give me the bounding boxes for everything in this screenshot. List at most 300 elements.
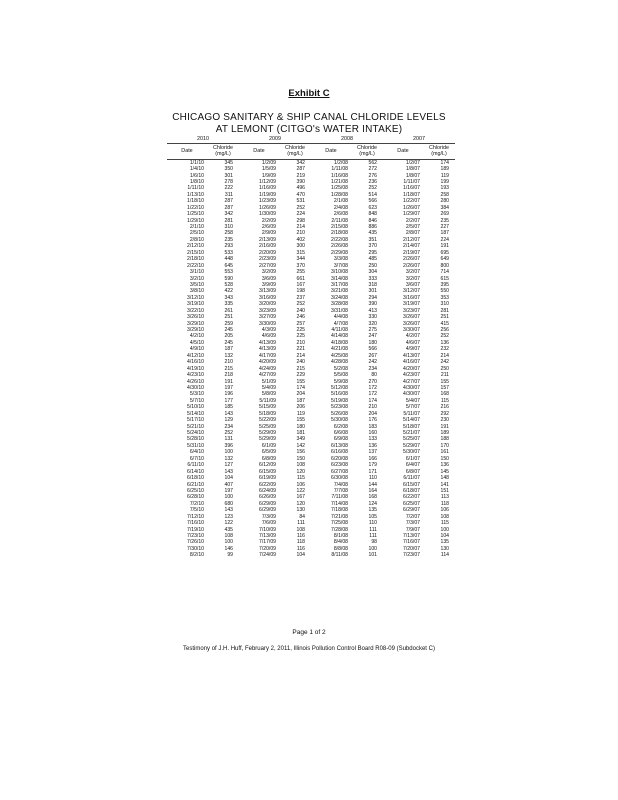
chloride-cell: 151 [440, 487, 449, 494]
chloride-cell: 205 [224, 333, 233, 340]
date-cell: 1/2/09 [261, 159, 276, 166]
date-cell: 5/12/08 [331, 384, 348, 391]
date-cell: 3/23/09 [259, 307, 276, 314]
chloride-cell: 168 [440, 391, 449, 398]
date-cell: 4/30/07 [403, 391, 420, 398]
chloride-cell: 150 [440, 455, 449, 462]
year-header-row [167, 136, 455, 144]
date-cell: 7/16/10 [187, 520, 204, 527]
chloride-cell: 155 [296, 378, 305, 385]
chloride-cell: 123 [224, 513, 233, 520]
chloride-cell: 118 [440, 500, 449, 507]
date-cell: 1/2/08 [333, 159, 348, 166]
date-cell: 1/4/10 [189, 166, 204, 173]
date-cell: 5/21/07 [403, 430, 420, 437]
date-cell: 6/20/08 [331, 455, 348, 462]
chloride-cell: 225 [296, 327, 305, 334]
chloride-cell: 168 [368, 494, 377, 501]
date-cell: 6/29/09 [259, 500, 276, 507]
date-cell: 7/16/07 [403, 539, 420, 546]
date-cell: 6/15/07 [403, 481, 420, 488]
date-cell: 3/9/09 [261, 281, 276, 288]
date-cell: 6/5/09 [261, 449, 276, 456]
chloride-cell: 137 [368, 449, 377, 456]
date-cell: 1/23/09 [259, 198, 276, 205]
chloride-cell: 435 [224, 526, 233, 533]
date-cell: 6/26/09 [259, 494, 276, 501]
chloride-cell: 135 [368, 507, 377, 514]
date-cell: 1/22/10 [187, 204, 204, 211]
date-cell: 3/5/10 [189, 281, 204, 288]
date-cell: 2/2/07 [405, 217, 420, 224]
chloride-cell: 119 [440, 172, 449, 179]
date-cell: 6/14/10 [187, 468, 204, 475]
date-cell: 3/23/07 [403, 307, 420, 314]
date-cell: 3/2/07 [405, 275, 420, 282]
date-cell: 5/18/07 [403, 423, 420, 430]
date-cell: 2/8/10 [189, 236, 204, 243]
chloride-cell: 252 [296, 204, 305, 211]
date-cell: 5/25/07 [403, 436, 420, 443]
chloride-cell: 514 [368, 191, 377, 198]
chloride-cell: 119 [296, 410, 305, 417]
date-cell: 2/1/08 [333, 198, 348, 205]
chloride-cell: 215 [296, 365, 305, 372]
date-cell: 4/13/09 [259, 339, 276, 346]
date-cell: 7/26/10 [187, 539, 204, 546]
chloride-cell: 130 [296, 507, 305, 514]
date-cell: 4/18/08 [331, 339, 348, 346]
chloride-cell: 221 [296, 346, 305, 353]
chloride-cell: 204 [296, 391, 305, 398]
unit-label: (mg/L) [215, 150, 231, 157]
date-cell: 6/24/09 [259, 487, 276, 494]
date-cell: 6/6/08 [333, 430, 348, 437]
date-cell: 5/17/10 [187, 417, 204, 424]
chloride-cell: 131 [224, 436, 233, 443]
date-cell: 1/11/08 [331, 166, 348, 173]
chloride-cell: 118 [296, 539, 305, 546]
chloride-cell: 342 [296, 159, 305, 166]
date-cell: 5/4/09 [261, 384, 276, 391]
chloride-cell: 335 [224, 301, 233, 308]
chloride-label: Chloride [356, 145, 378, 152]
chloride-cell: 141 [440, 481, 449, 488]
date-cell: 1/11/10 [187, 185, 204, 192]
date-cell: 3/19/10 [187, 301, 204, 308]
date-cell: 1/22/07 [403, 198, 420, 205]
date-cell: 6/25/10 [187, 487, 204, 494]
chloride-cell: 301 [368, 288, 377, 295]
chloride-cell: 210 [296, 339, 305, 346]
date-column-header: Date [167, 144, 207, 160]
chloride-cell: 886 [368, 224, 377, 231]
date-cell: 3/20/09 [259, 301, 276, 308]
date-cell: 4/5/10 [189, 339, 204, 346]
date-cell: 8/4/08 [333, 539, 348, 546]
chloride-cell: 267 [368, 352, 377, 359]
date-cell: 6/4/10 [189, 449, 204, 456]
date-cell: 4/2/10 [189, 333, 204, 340]
chloride-cell: 180 [296, 423, 305, 430]
date-cell: 6/22/09 [259, 481, 276, 488]
date-cell: 5/26/08 [331, 410, 348, 417]
date-cell: 5/11/07 [403, 410, 420, 417]
date-cell: 2/16/09 [259, 243, 276, 250]
date-cell: 6/8/07 [405, 468, 420, 475]
chloride-cell: 229 [296, 372, 305, 379]
date-cell: 3/6/07 [405, 281, 420, 288]
date-cell: 1/29/10 [187, 217, 204, 224]
chloride-cell: 204 [368, 410, 377, 417]
date-cell: 4/27/09 [259, 372, 276, 379]
date-cell: 1/8/07 [405, 172, 420, 179]
chloride-cell: 234 [224, 423, 233, 430]
chloride-cell: 189 [440, 430, 449, 437]
date-cell: 8/11/08 [331, 552, 348, 559]
date-cell: 4/27/07 [403, 378, 420, 385]
chloride-cell: 227 [440, 224, 449, 231]
chloride-cell: 120 [296, 468, 305, 475]
chloride-cell: 343 [224, 294, 233, 301]
chloride-cell: 188 [440, 436, 449, 443]
chloride-cell: 800 [440, 262, 449, 269]
date-cell: 8/1/08 [333, 533, 348, 540]
chloride-cell: 110 [368, 520, 377, 527]
chloride-cell: 257 [296, 320, 305, 327]
date-cell: 5/21/10 [187, 423, 204, 430]
date-cell: 1/26/09 [259, 204, 276, 211]
date-cell: 4/30/07 [403, 384, 420, 391]
chloride-cell: 251 [440, 314, 449, 321]
date-cell: 5/29/07 [403, 442, 420, 449]
chloride-cell: 116 [296, 533, 305, 540]
chloride-cell: 164 [368, 487, 377, 494]
date-cell: 7/20/09 [259, 545, 276, 552]
chloride-cell: 396 [224, 442, 233, 449]
chloride-cell: 167 [296, 281, 305, 288]
chloride-cell: 80 [371, 372, 377, 379]
date-cell: 5/15/09 [259, 404, 276, 411]
chloride-cell: 237 [296, 294, 305, 301]
date-cell: 4/9/10 [189, 346, 204, 353]
date-cell: 5/3/10 [189, 391, 204, 398]
date-cell: 3/19/07 [403, 301, 420, 308]
chloride-cell: 390 [296, 178, 305, 185]
date-cell: 2/14/07 [403, 243, 420, 250]
chloride-cell: 170 [440, 442, 449, 449]
date-cell: 3/29/10 [187, 327, 204, 334]
date-cell: 6/8/09 [261, 455, 276, 462]
chloride-cell: 350 [224, 166, 233, 173]
date-cell: 4/3/09 [261, 327, 276, 334]
chloride-cell: 258 [440, 191, 449, 198]
date-cell: 7/17/09 [259, 539, 276, 546]
chloride-cell: 179 [368, 462, 377, 469]
date-cell: 7/13/09 [259, 533, 276, 540]
chloride-cell: 135 [440, 539, 449, 546]
chloride-cell: 533 [224, 249, 233, 256]
date-cell: 7/28/08 [331, 526, 348, 533]
chloride-cell: 142 [296, 442, 305, 449]
date-cell: 6/23/08 [331, 462, 348, 469]
date-cell: 7/13/07 [403, 533, 420, 540]
date-cell: 2/4/08 [333, 204, 348, 211]
date-cell: 6/4/07 [405, 462, 420, 469]
chloride-cell: 311 [224, 191, 233, 198]
date-cell: 6/30/08 [331, 475, 348, 482]
date-cell: 4/9/07 [405, 346, 420, 353]
chloride-cell: 661 [296, 275, 305, 282]
chloride-cell: 251 [224, 314, 233, 321]
date-cell: 2/27/09 [259, 262, 276, 269]
date-cell: 5/10/10 [187, 404, 204, 411]
date-cell: 3/2/10 [189, 275, 204, 282]
date-cell: 2/6/09 [261, 224, 276, 231]
chloride-cell: 320 [368, 320, 377, 327]
chloride-cell: 232 [440, 346, 449, 353]
chloride-cell: 252 [440, 333, 449, 340]
chloride-cell: 98 [371, 539, 377, 546]
date-cell: 6/12/09 [259, 462, 276, 469]
date-cell: 1/29/07 [403, 211, 420, 218]
date-cell: 2/23/09 [259, 256, 276, 263]
chloride-cell: 259 [224, 320, 233, 327]
date-cell: 3/21/08 [331, 288, 348, 295]
date-cell: 3/31/08 [331, 307, 348, 314]
date-cell: 5/29/09 [259, 436, 276, 443]
chloride-cell: 470 [296, 191, 305, 198]
date-cell: 6/18/07 [403, 487, 420, 494]
chloride-cell: 104 [440, 533, 449, 540]
chloride-cell: 177 [224, 397, 233, 404]
chloride-cell: 106 [440, 507, 449, 514]
chloride-cell: 298 [296, 217, 305, 224]
chloride-cell: 143 [224, 468, 233, 475]
date-cell: 2/15/10 [187, 249, 204, 256]
date-cell: 6/22/07 [403, 494, 420, 501]
chloride-cell: 300 [296, 243, 305, 250]
chloride-cell: 448 [224, 256, 233, 263]
date-cell: 7/5/10 [189, 507, 204, 514]
chloride-cell: 146 [224, 545, 233, 552]
chloride-cell: 645 [224, 262, 233, 269]
date-cell: 5/28/10 [187, 436, 204, 443]
date-cell: 3/2/07 [405, 269, 420, 276]
date-cell: 3/27/09 [259, 314, 276, 321]
date-cell: 6/29/09 [259, 507, 276, 514]
date-cell: 7/19/10 [187, 526, 204, 533]
year-header: 2007 [383, 136, 455, 144]
chloride-cell: 176 [368, 417, 377, 424]
chloride-cell: 695 [440, 249, 449, 256]
chloride-cell: 104 [296, 552, 305, 559]
chloride-cell: 407 [224, 481, 233, 488]
date-cell: 5/14/07 [403, 417, 420, 424]
date-cell: 4/6/07 [405, 339, 420, 346]
chloride-cell: 550 [440, 288, 449, 295]
chloride-cell: 590 [224, 275, 233, 282]
chloride-cell: 106 [296, 481, 305, 488]
date-cell: 8/2/10 [189, 552, 204, 559]
chloride-cell: 199 [440, 178, 449, 185]
footer-citation: Testimony of J.H. Huff, February 2, 2011, Illinois Pollution Control Board R08-09 (Subdocket C) [183, 646, 435, 652]
chloride-cell: 197 [224, 487, 233, 494]
chloride-cell: 171 [368, 468, 377, 475]
chloride-column-header [351, 144, 383, 160]
chloride-cell: 187 [440, 230, 449, 237]
date-cell: 6/25/07 [403, 500, 420, 507]
chloride-cell: 115 [440, 520, 449, 527]
column-header-row [167, 144, 455, 160]
chloride-cell: 196 [224, 391, 233, 398]
chloride-cell: 145 [440, 468, 449, 475]
date-cell: 6/18/10 [187, 475, 204, 482]
chloride-cell: 174 [368, 397, 377, 404]
exhibit-label: Exhibit C [288, 88, 330, 99]
chloride-cell: 714 [440, 269, 449, 276]
date-cell: 5/1/09 [261, 378, 276, 385]
chloride-cell: 330 [368, 314, 377, 321]
chloride-cell: 304 [368, 269, 377, 276]
chloride-cell: 258 [224, 230, 233, 237]
chloride-cell: 187 [296, 397, 305, 404]
table-body [167, 160, 455, 560]
chloride-cell: 100 [224, 539, 233, 546]
date-cell: 2/13/09 [259, 236, 276, 243]
chloride-cell: 143 [224, 410, 233, 417]
chloride-cell: 224 [440, 236, 449, 243]
date-cell: 7/30/10 [187, 545, 204, 552]
chloride-cell: 649 [440, 256, 449, 263]
date-cell: 3/29/10 [187, 320, 204, 327]
date-cell: 5/30/07 [403, 449, 420, 456]
chloride-cell: 566 [368, 198, 377, 205]
date-cell: 2/5/10 [189, 230, 204, 237]
chloride-cell: 318 [368, 281, 377, 288]
chloride-cell: 255 [296, 269, 305, 276]
date-cell: 7/10/09 [259, 526, 276, 533]
chloride-cell: 110 [368, 475, 377, 482]
date-cell: 1/21/08 [331, 178, 348, 185]
chloride-cell: 105 [368, 513, 377, 520]
chloride-cell: 108 [224, 533, 233, 540]
chloride-cell: 143 [224, 507, 233, 514]
chloride-column-header [423, 144, 455, 160]
chloride-cell: 84 [299, 513, 305, 520]
date-cell: 2/2/09 [261, 217, 276, 224]
chloride-cell: 281 [224, 217, 233, 224]
date-cell: 1/25/10 [187, 211, 204, 218]
date-cell: 1/30/09 [259, 211, 276, 218]
chloride-cell: 136 [368, 442, 377, 449]
chloride-cell: 197 [224, 384, 233, 391]
date-cell: 5/11/09 [259, 397, 276, 404]
chloride-cell: 242 [368, 359, 377, 366]
date-cell: 6/16/08 [331, 449, 348, 456]
date-cell: 7/2/10 [189, 500, 204, 507]
chloride-cell: 167 [296, 494, 305, 501]
date-cell: 7/20/07 [403, 545, 420, 552]
date-cell: 3/10/08 [331, 269, 348, 276]
date-cell: 1/16/07 [403, 185, 420, 192]
chloride-cell: 155 [296, 417, 305, 424]
chloride-cell: 148 [440, 475, 449, 482]
chloride-cell: 127 [224, 462, 233, 469]
date-cell: 2/22/08 [331, 236, 348, 243]
chloride-cell: 214 [440, 352, 449, 359]
chloride-cell: 281 [440, 307, 449, 314]
chloride-cell: 287 [224, 198, 233, 205]
date-cell: 6/2/08 [333, 423, 348, 430]
date-cell: 6/19/09 [259, 475, 276, 482]
date-cell: 5/4/07 [405, 397, 420, 404]
date-cell: 4/7/08 [333, 320, 348, 327]
date-column-header: Date [311, 144, 351, 160]
date-cell: 3/8/10 [189, 288, 204, 295]
chloride-cell: 157 [440, 384, 449, 391]
date-cell: 7/24/09 [259, 552, 276, 559]
date-cell: 3/26/07 [403, 314, 420, 321]
chloride-cell: 384 [440, 204, 449, 211]
year-header: 2009 [239, 136, 311, 144]
date-cell: 2/22/10 [187, 262, 204, 269]
date-cell: 5/19/08 [331, 397, 348, 404]
date-cell: 1/8/10 [189, 178, 204, 185]
date-cell: 4/13/07 [403, 352, 420, 359]
date-cell: 6/29/07 [403, 507, 420, 514]
chloride-cell: 193 [440, 185, 449, 192]
chloride-cell: 108 [296, 462, 305, 469]
chloride-cell: 181 [296, 430, 305, 437]
chloride-cell: 496 [296, 185, 305, 192]
date-cell: 5/25/09 [259, 423, 276, 430]
date-cell: 3/26/10 [187, 314, 204, 321]
chloride-cell: 216 [440, 404, 449, 411]
chloride-cell: 236 [368, 178, 377, 185]
date-cell: 4/28/08 [331, 359, 348, 366]
date-cell: 3/16/09 [259, 294, 276, 301]
chloride-cell: 166 [368, 455, 377, 462]
chloride-cell: 269 [440, 211, 449, 218]
chloride-cell: 185 [224, 404, 233, 411]
chloride-cell: 189 [440, 166, 449, 173]
chloride-label: Chloride [428, 145, 450, 152]
date-cell: 3/3/08 [333, 256, 348, 263]
chloride-label: Chloride [212, 145, 234, 152]
date-cell: 6/1/09 [261, 442, 276, 449]
chloride-cell: 615 [440, 275, 449, 282]
chloride-cell: 132 [224, 455, 233, 462]
chloride-cell: 99 [227, 552, 233, 559]
date-cell: 3/30/07 [403, 327, 420, 334]
chloride-cell: 528 [224, 281, 233, 288]
date-cell: 4/21/08 [331, 346, 348, 353]
date-cell: 1/13/10 [187, 191, 204, 198]
chloride-cell: 848 [368, 211, 377, 218]
chloride-cell: 245 [224, 339, 233, 346]
date-cell: 6/28/10 [187, 494, 204, 501]
date-cell: 5/2/08 [333, 365, 348, 372]
date-cell: 2/18/08 [331, 230, 348, 237]
chloride-cell: 310 [224, 224, 233, 231]
date-cell: 3/22/10 [187, 307, 204, 314]
date-cell: 4/14/08 [331, 333, 348, 340]
date-cell: 3/7/08 [333, 262, 348, 269]
date-cell: 3/12/10 [187, 294, 204, 301]
chloride-cell: 115 [296, 475, 305, 482]
chloride-cell: 402 [296, 236, 305, 243]
